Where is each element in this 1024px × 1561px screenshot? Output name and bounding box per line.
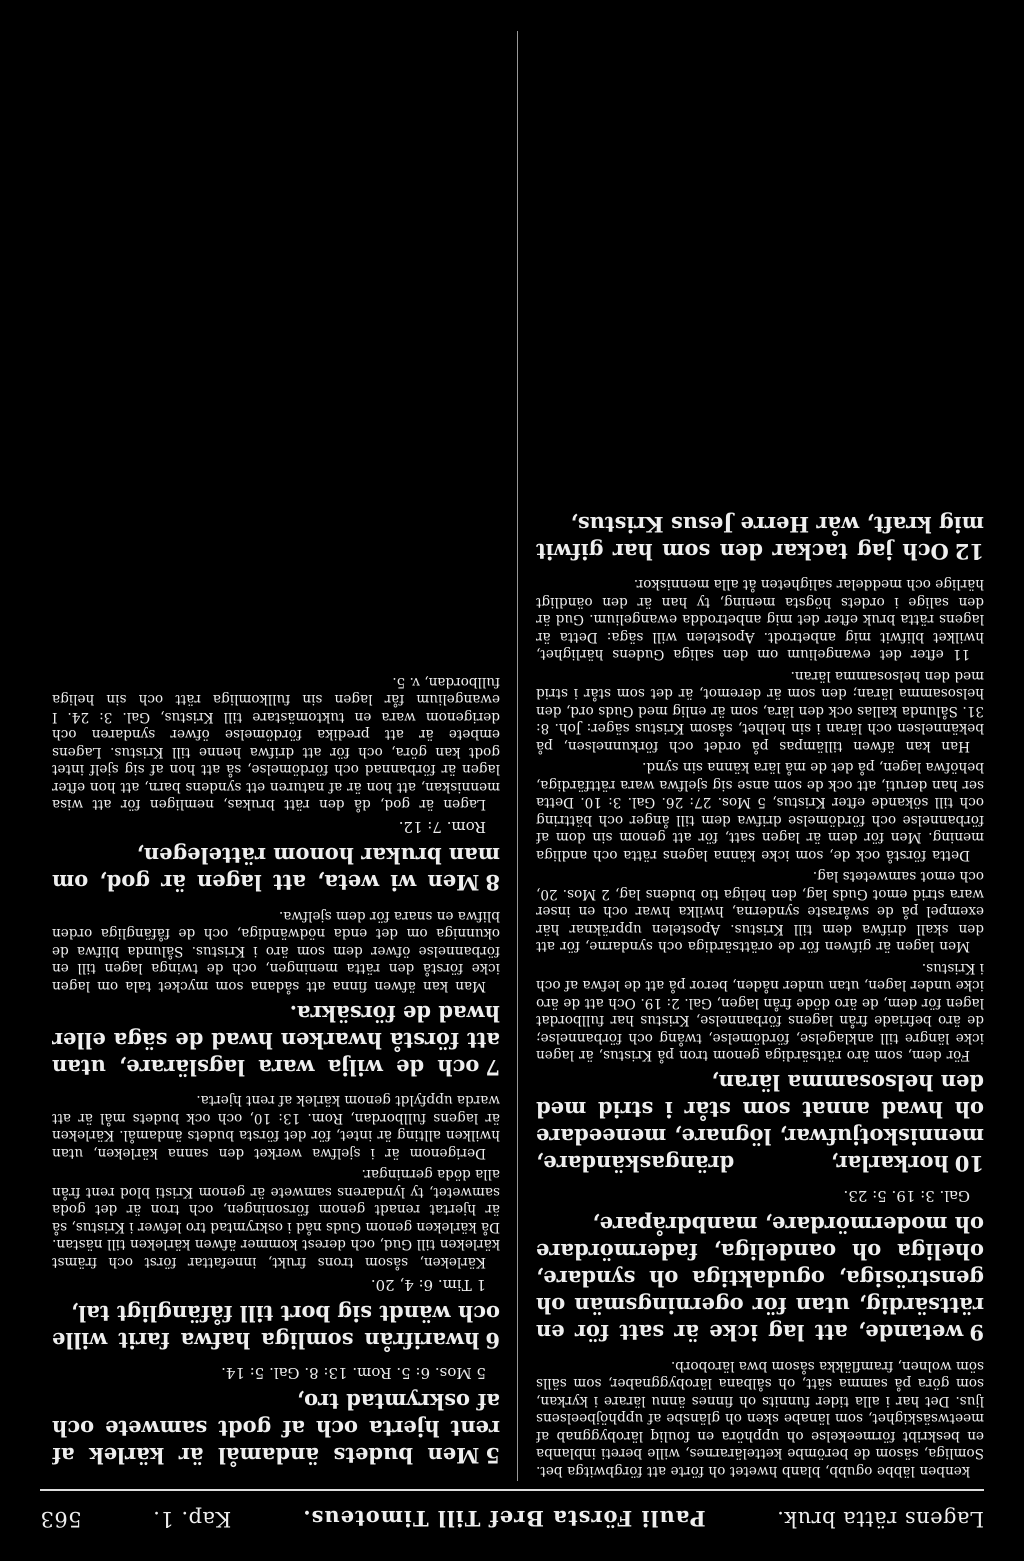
verse-text: och de wilja wara lagslärare, utan att förstå hwarken hwad de säga eller hwad de försäkra. — [52, 1001, 500, 1080]
verse — [536, 511, 984, 565]
verse-text: wetande, att lag icke är satt för en rättsärdig, utan för ogerningsmän oh genströsiga, ogudaktiga oh syndare, oheliga oh oandeliga, fadermördare oh modermördare, manbdråpare, — [536, 1212, 984, 1346]
verse — [52, 843, 500, 897]
verse-text: Men wi weta, att lagen är god, om man brukar honom rättelegen, — [52, 843, 500, 896]
verse-number: 7 — [485, 1055, 500, 1080]
verse — [52, 1000, 500, 1081]
page-number: 563 — [40, 1507, 82, 1531]
scripture-reference: Rom. 7: 12. — [398, 818, 486, 837]
verse — [52, 1300, 500, 1354]
commentary-paragraph: Derigenom är i sjelfwa werket den sanna kärleken, utan hwilken allting är intet, för det första budets ändamål. Kärleken är lagens fullbordan, Rom. 13: 10, och ock budets mål är att warda uppfyldt genom kärlek af rent hjerta. — [52, 1092, 500, 1161]
verse — [536, 1070, 984, 1178]
header-chapter: Kap. 1. — [152, 1507, 232, 1531]
verse-number: 9 — [969, 1320, 984, 1346]
verse-number: 8 — [485, 870, 500, 896]
header-rule — [40, 1489, 984, 1491]
verse-text: hwarifrån somliga hafwa farit wille och wändt sig bort till fåfängligt tal, — [52, 1301, 500, 1353]
verse-text: Och jag tackar den som har gifwit mig kraft, wår Herre Jesus Kristus, — [536, 512, 984, 564]
verse — [536, 1212, 984, 1347]
scripture-reference: 1 Tim. 6: 4, 20. — [370, 1276, 486, 1294]
right-column — [52, 39, 500, 1479]
verse-number: 6 — [485, 1328, 500, 1353]
verse-number: 10 — [954, 1151, 984, 1177]
commentary-paragraph: Man kan äfwen finna att sådana som mycket tala om lagen icke förstå den rätta meningen, och de twinga lagen till en förbannelse öfwer dem som äro i Kristus. Sålunda blifwa de okunniga om det enda nödwändiga, och de fåfängliga orden blifwa en snara för dem sjelfwa. — [52, 908, 500, 994]
verse-text: Men budets ändamål är kärlek af rent hjerta och af godt samwete och af oskrymtad tro, — [52, 1389, 500, 1468]
commentary-paragraph: Men lagen är gifwen för de orättsärdiga och syndarne, för att den skall drifwa dem till Kristus. Apostelen uppräknar här exempel på de swåraste synderna, hwilka hwar och en inser wara strid emot Guds lag, den heliga tio budens lag, 2 Mos. 20, och emot samwetets lag. — [536, 868, 984, 955]
commentary-paragraph: Kärleken, såsom trons frukt, innefattar först och främst kärleken till Gud, och derest kommer äfwen kärleken till nästan. Då kärleken genom Guds nåd i oskrymtad tro lefwer i Kristus, så är hjertat renadt genom försoningen, och tron är det goda samwetet, ty lyndarens samwete är genom Kristi blod rent från alla döda gerningar. — [52, 1166, 500, 1270]
scripture-reference: Gal. 3: 19. 5: 23. — [843, 1187, 970, 1206]
verse-text: horkarlar, drängaskändare, menniskotjufwar, lögnare, meneedare oh hwad annat som står i strid med den helsosamma läran, — [536, 1070, 984, 1177]
commentary-paragraph: För dem, som äro rättsärdiga genom tron på Kristus, är lagen icke längre till anklagelse, fördömelse, twång och förbannelse; de äro befriade från lagens förbannelse, Kristus har fullbordat lagen för dem, de äro döde från lagen, Gal. 2: 19. Och att de äro icke under lagen, utan under nåden, beror på att de lefwa af och i Kristus. — [536, 960, 984, 1064]
column-divider — [517, 31, 518, 1481]
header-left: Lagens rätta bruk. — [776, 1507, 984, 1531]
commentary-paragraph: Detta förstå ock de, som icke känna lagens rätta och andliga mening. Men för dem är lagen satt, för att genom sin dom af förbannelse och fördömelse drifwa dem till ånger och bättring och till sökande efter Kristus, 5 Mos. 27: 26. Gal. 3: 10. Detta ser han deruti, att ock de som anse sig sjelfwa wara rättfärdiga, behöfwa lagen, på det de må lära känna sin synd. — [536, 759, 984, 863]
header-title: Pauli Första Bref Till Timoteus. — [302, 1506, 706, 1532]
commentary-paragraph: Han kan äfwen tillämpas på ordet och förkunnelsen, på bekännelsen och läran i sin helhet, såsom Kristus säger: Joh. 8: 31. Sålunda kallas ock den lära, som är enlig med Guds ord, den helsosamma läran; den som är deremot, är det som står i strid med den helsosamma läran. — [536, 668, 984, 754]
running-header — [40, 1501, 984, 1537]
verse — [52, 1388, 500, 1469]
commentary-paragraph: 11 efter det ewangelium om den saliga Gudens härlighet, hwilket blifwit mig anbetrodt. Apostelen will säga: Detta är lagens rätta bruk efter det mig anbetrodda ewangelium. Gud är den salige i ordets högsta mening, ty han är den oändligt härlige och meddelar saligheten åt alla menniskor. — [536, 576, 984, 663]
scripture-reference: 5 Mos. 6: 5. Rom. 13: 8. Gal. 5: 14. — [221, 1364, 486, 1382]
verse-number: 5 — [485, 1443, 500, 1468]
commentary-paragraph: kenben läbbe ogubb, blanb hwetet oh förte att förgbwitga bet. Somliga, säsom de berömbe kettelärarnes, wille bereti inblanba en beskribt förmeekelse oh upphöra en fouliq lärobyggnab af meetwsäskighet, som länabe sken oh glänsbe af upphöjbeelsens ljus. Det har i alla tider funnits oh finnes ännu lärare i kyrkan, som göra på samma sätt, oh sålbana lärobyggnaber, som sälls söm wolnen, framfläkka såsom bwa läroborb. — [536, 1358, 984, 1479]
left-column — [536, 39, 984, 1479]
commentary-paragraph: Lagen är god, då den rätt brukas, nemligen för att wisa menniskan, att hon är af naturen ett syndens barn, att hon efter lagen är förbannad och fördömelse, så att hon af sig sjelf intet godt kan göra, och för att drifwa henne till Kristus. Lagens embete är att predika fördömelse öfwer syndaren och derigenom wara en tuktomästare till Kristus, Gal. 3: 24. I ewangelium får lagen sin fullkomliga rätt och sin heliga fullbordan, v. 5. — [52, 674, 500, 813]
verse-number: 12 — [954, 539, 984, 564]
